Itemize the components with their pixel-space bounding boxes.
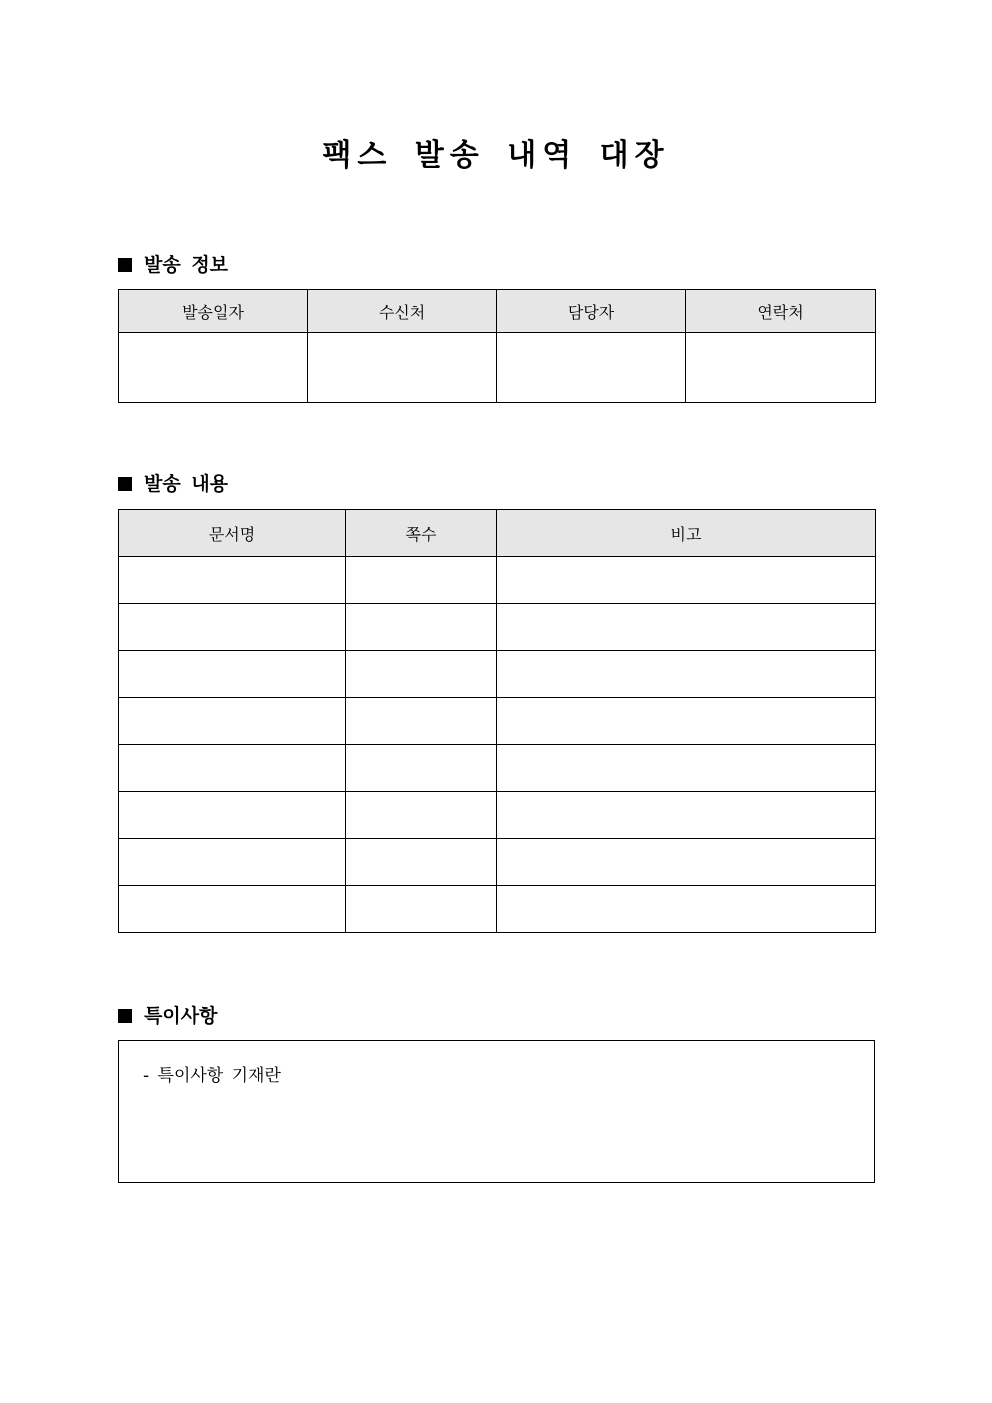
- document-name-cell[interactable]: [119, 839, 346, 886]
- table-row: [119, 604, 876, 651]
- note-cell[interactable]: [497, 792, 876, 839]
- remarks-heading-label: 특이사항: [144, 1005, 218, 1027]
- remarks-placeholder-text: - 특이사항 기재란: [143, 1066, 281, 1086]
- table-row: [119, 557, 876, 604]
- note-cell[interactable]: [497, 557, 876, 604]
- page-count-cell[interactable]: [346, 557, 497, 604]
- square-bullet-icon: [118, 477, 132, 491]
- column-header-document-name: 문서명: [119, 510, 346, 557]
- column-header-send-date: 발송일자: [119, 290, 308, 333]
- column-header-page-count: 쪽수: [346, 510, 497, 557]
- send-date-cell[interactable]: [119, 333, 308, 403]
- document-name-cell[interactable]: [119, 698, 346, 745]
- document-name-cell[interactable]: [119, 557, 346, 604]
- note-cell[interactable]: [497, 604, 876, 651]
- person-in-charge-cell[interactable]: [497, 333, 686, 403]
- page-title: 팩스 발송 내역 대장: [322, 138, 670, 173]
- send-content-heading-label: 발송 내용: [144, 473, 229, 495]
- page-count-cell[interactable]: [346, 792, 497, 839]
- table-row: [119, 698, 876, 745]
- document-name-cell[interactable]: [119, 886, 346, 933]
- square-bullet-icon: [118, 258, 132, 272]
- square-bullet-icon: [118, 1009, 132, 1023]
- note-cell[interactable]: [497, 745, 876, 792]
- remarks-heading: [118, 1004, 217, 1028]
- note-cell[interactable]: [497, 886, 876, 933]
- document-name-cell[interactable]: [119, 792, 346, 839]
- document-name-cell[interactable]: [119, 745, 346, 792]
- table-row: [119, 839, 876, 886]
- column-header-note: 비고: [497, 510, 876, 557]
- table-row: [119, 792, 876, 839]
- send-info-table: [118, 289, 876, 403]
- page-count-cell[interactable]: [346, 839, 497, 886]
- document-name-cell[interactable]: [119, 651, 346, 698]
- note-cell[interactable]: [497, 839, 876, 886]
- column-header-person-in-charge: 담당자: [497, 290, 686, 333]
- note-cell[interactable]: [497, 698, 876, 745]
- page-count-cell[interactable]: [346, 604, 497, 651]
- table-row: [119, 651, 876, 698]
- page-count-cell[interactable]: [346, 745, 497, 792]
- note-cell[interactable]: [497, 651, 876, 698]
- remarks-box[interactable]: [118, 1040, 875, 1183]
- send-content-table: [118, 509, 876, 933]
- contact-cell[interactable]: [686, 333, 876, 403]
- send-info-heading-label: 발송 정보: [144, 254, 229, 276]
- page-count-cell[interactable]: [346, 651, 497, 698]
- table-row: [119, 745, 876, 792]
- table-header-row: [119, 510, 876, 557]
- column-header-recipient: 수신처: [308, 290, 497, 333]
- send-content-heading: [118, 472, 228, 496]
- table-header-row: [119, 290, 876, 333]
- send-info-heading: [118, 253, 228, 277]
- page-count-cell[interactable]: [346, 886, 497, 933]
- table-row: [119, 333, 876, 403]
- table-row: [119, 886, 876, 933]
- recipient-cell[interactable]: [308, 333, 497, 403]
- column-header-contact: 연락처: [686, 290, 876, 333]
- page-count-cell[interactable]: [346, 698, 497, 745]
- document-name-cell[interactable]: [119, 604, 346, 651]
